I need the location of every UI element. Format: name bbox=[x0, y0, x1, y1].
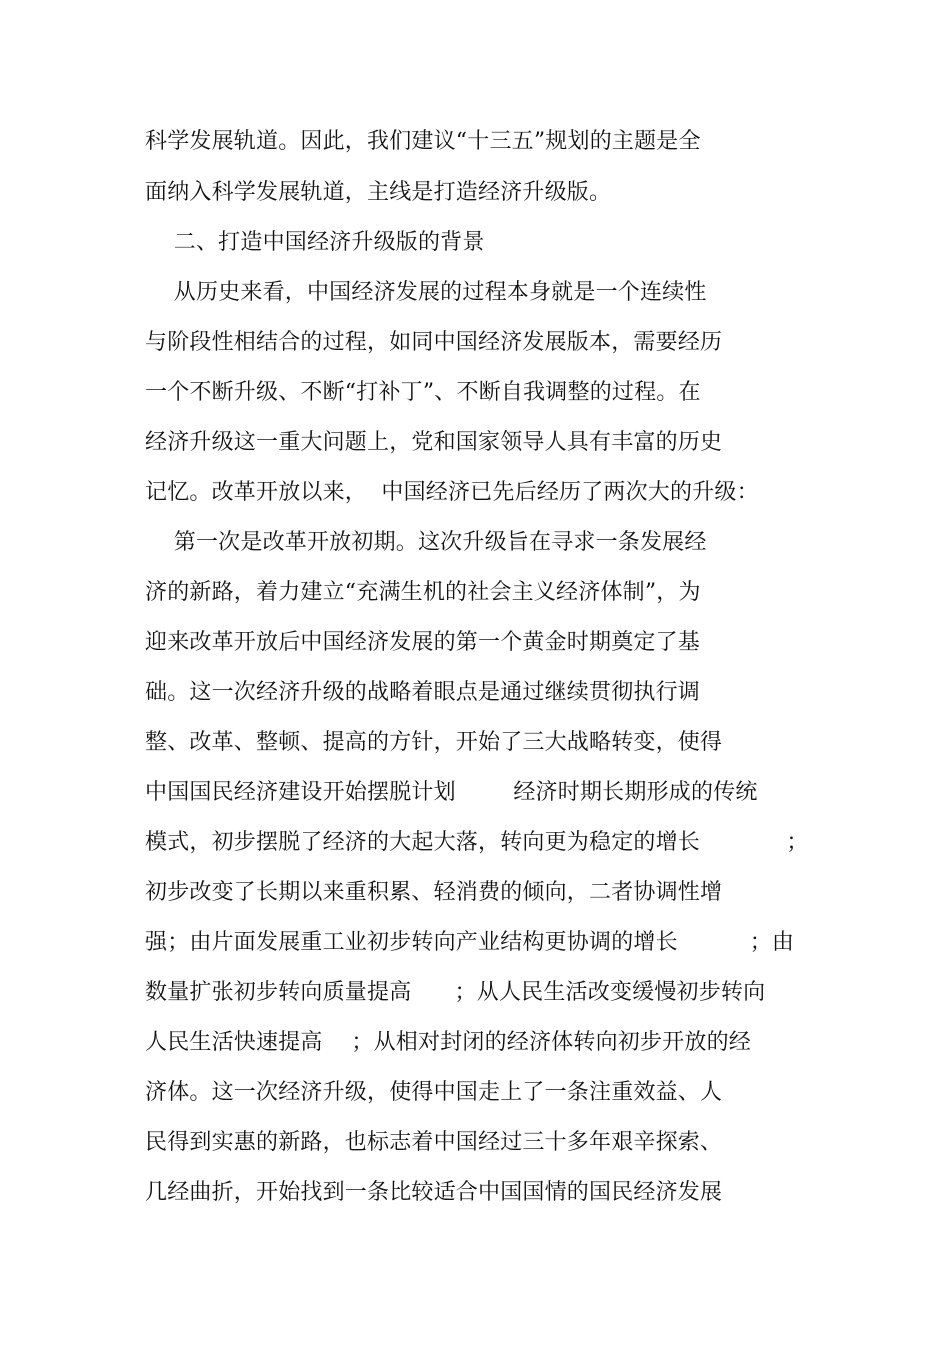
text-line: 第一次是改革开放初期。这次升级旨在寻求一条发展经 bbox=[145, 530, 707, 555]
text-line: 模式，初步摆脱了经济的大起大落，转向更为稳定的增长 ； bbox=[145, 830, 809, 855]
text-line: 强；由片面发展重工业初步转向产业结构更协调的增长 ；由 bbox=[145, 930, 795, 955]
text-line: 济体。这一次经济升级，使得中国走上了一条注重效益、人 bbox=[145, 1080, 723, 1105]
text-line: 数量扩张初步转向质量提高 ；从人民生活改变缓慢初步转向 bbox=[145, 980, 766, 1005]
text-line: 科学发展轨道。因此，我们建议“十三五”规划的主题是全 bbox=[145, 129, 701, 154]
text-line: 从历史来看，中国经济发展的过程本身就是一个连续性 bbox=[145, 280, 707, 305]
text-line: 整、改革、整顿、提高的方针，开始了三大战略转变，使得 bbox=[145, 730, 723, 755]
text-line: 人民生活快速提高 ；从相对封闭的经济体转向初步开放的经 bbox=[145, 1030, 751, 1055]
text-line: 经济升级这一重大问题上，党和国家领导人具有丰富的历史 bbox=[145, 430, 723, 455]
text-line: 济的新路，着力建立“充满生机的社会主义经济体制”，为 bbox=[145, 580, 701, 605]
text-line: 础。这一次经济升级的战略着眼点是通过继续贯彻执行调 bbox=[145, 680, 701, 705]
text-line: 面纳入科学发展轨道，主线是打造经济升级版。 bbox=[145, 180, 612, 205]
text-line: 几经曲折，开始找到一条比较适合中国国情的国民经济发展 bbox=[145, 1180, 723, 1205]
text-line: 迎来改革开放后中国经济发展的第一个黄金时期奠定了基 bbox=[145, 630, 701, 655]
section-heading: 二、打造中国经济升级版的背景 bbox=[145, 230, 485, 255]
text-line: 记忆。改革开放以来， 中国经济已先后经历了两次大的升级： bbox=[145, 480, 759, 505]
text-line: 一个不断升级、不断“打补丁”、不断自我调整的过程。在 bbox=[145, 380, 701, 405]
text-line: 与阶段性相结合的过程，如同中国经济发展版本，需要经历 bbox=[145, 330, 723, 355]
text-line: 初步改变了长期以来重积累、轻消费的倾向，二者协调性增 bbox=[145, 880, 723, 905]
text-line: 中国国民经济建设开始摆脱计划 经济时期长期形成的传统 bbox=[145, 780, 758, 805]
text-line: 民得到实惠的新路，也标志着中国经过三十多年艰辛探索、 bbox=[145, 1130, 723, 1155]
